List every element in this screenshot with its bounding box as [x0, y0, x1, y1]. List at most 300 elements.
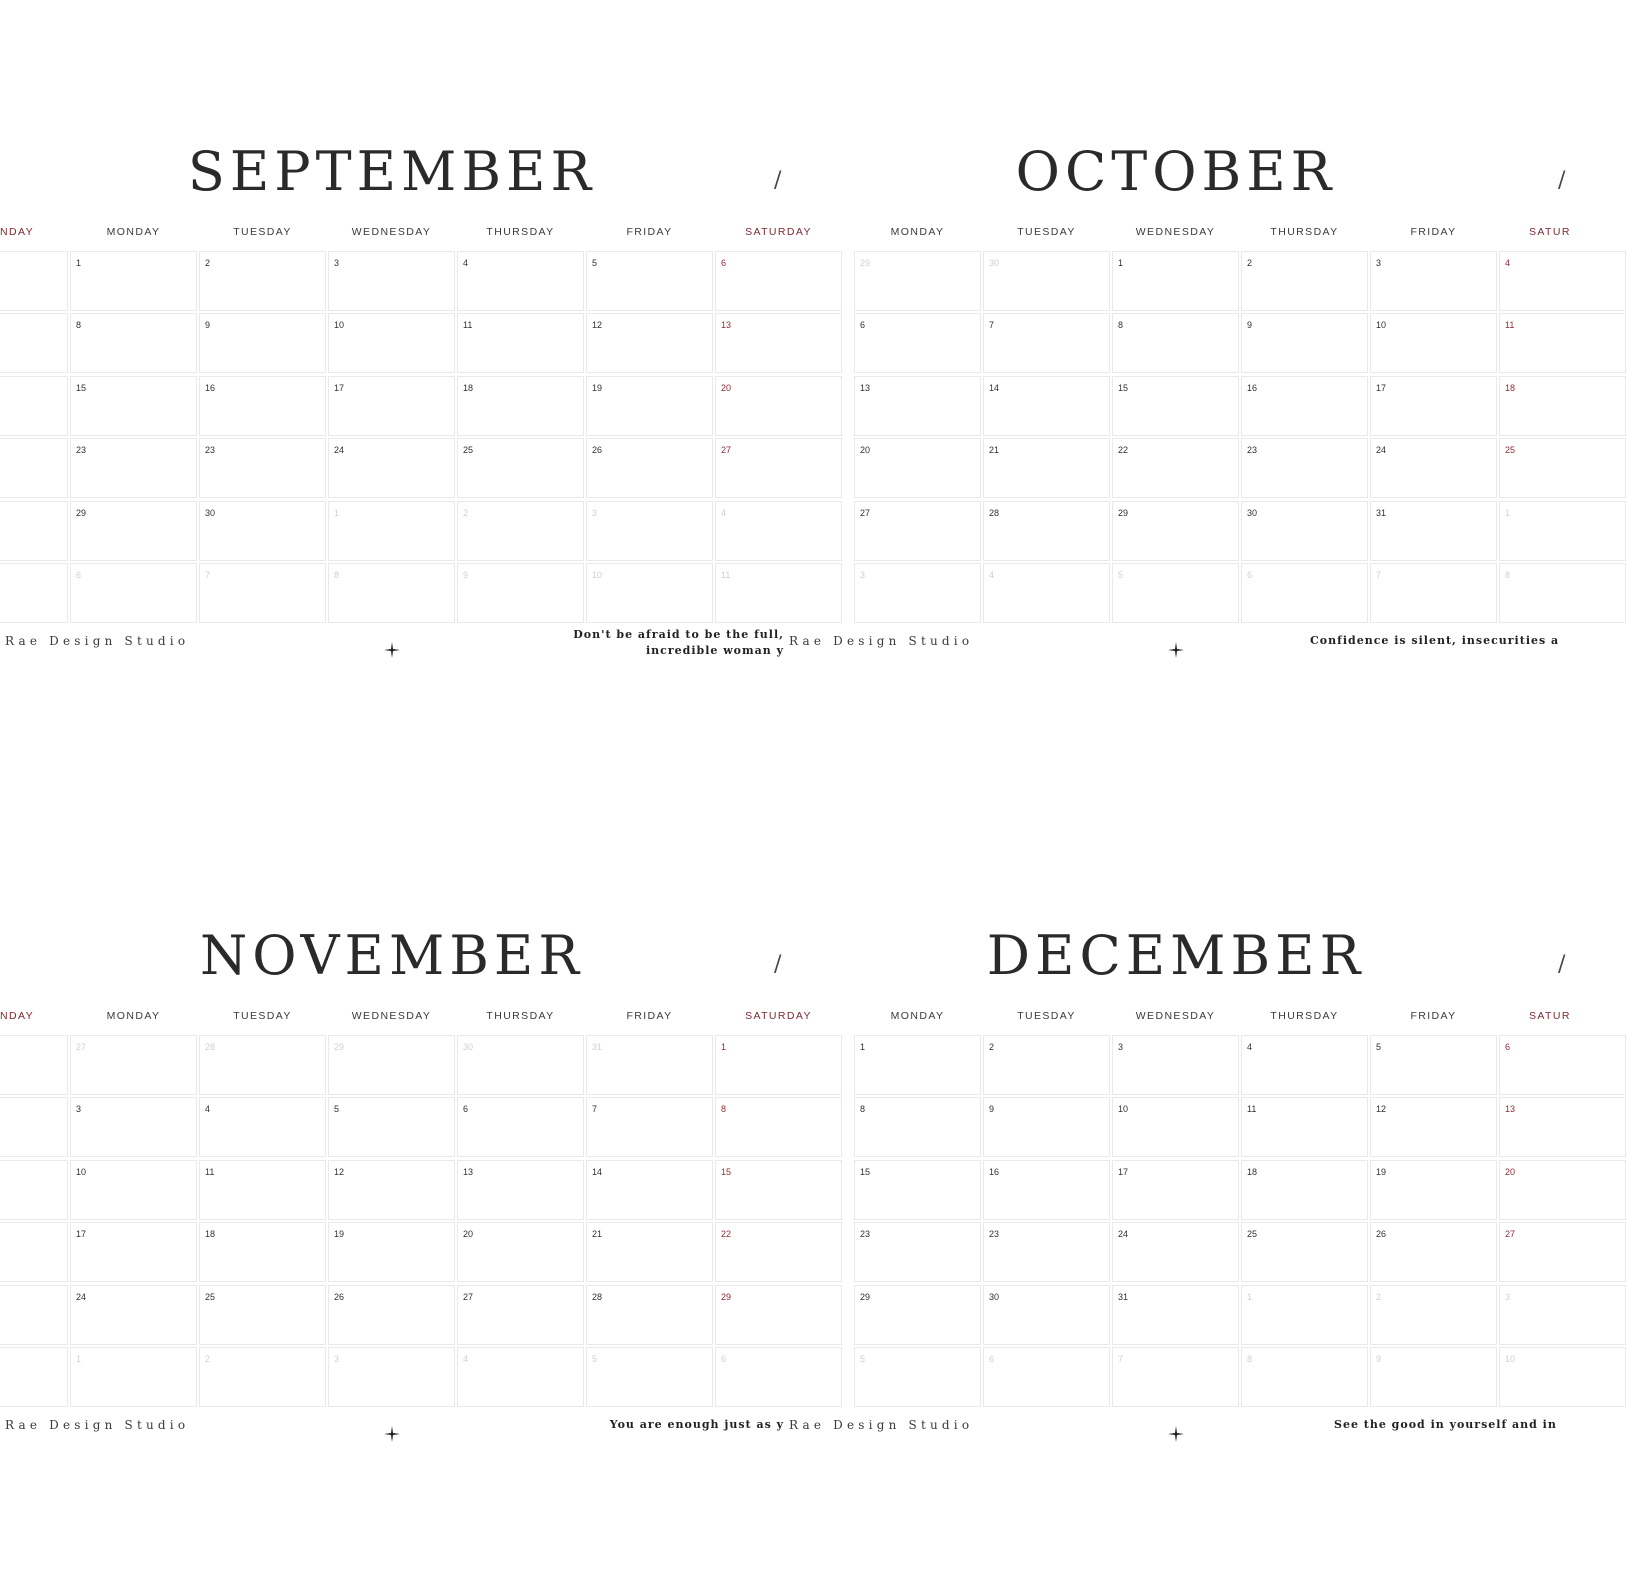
day-cell[interactable] — [586, 313, 713, 373]
day-number: 27 — [1505, 1229, 1516, 1240]
day-cell[interactable] — [1499, 1097, 1626, 1157]
day-number: 17 — [1118, 1166, 1129, 1177]
day-cell[interactable] — [1241, 1285, 1368, 1345]
day-number: 27 — [76, 1042, 87, 1052]
day-number: 21 — [989, 445, 1000, 456]
day-number: 12 — [334, 1166, 345, 1177]
day-cell[interactable] — [70, 1222, 197, 1282]
weekday-wednesday: WEDNESDAY — [1135, 1010, 1216, 1022]
day-number: 4 — [1247, 1042, 1253, 1052]
october-panel — [784, 0, 1588, 720]
day-number: 6 — [1247, 570, 1253, 580]
day-cell[interactable] — [1499, 501, 1626, 561]
day-cell[interactable] — [1499, 563, 1626, 623]
day-cell[interactable] — [854, 251, 981, 311]
day-number: 1 — [721, 1042, 727, 1052]
day-number: 19 — [334, 1229, 345, 1240]
title-slash: / — [774, 952, 782, 977]
weekday-header — [784, 226, 1588, 242]
day-cell[interactable] — [1370, 1160, 1497, 1220]
day-number: 1 — [1247, 1291, 1253, 1302]
day-number: 17 — [76, 1229, 87, 1240]
weekday-wednesday: WEDNESDAY — [351, 226, 432, 238]
title-slash: / — [774, 168, 782, 193]
day-cell[interactable] — [983, 1097, 1110, 1157]
day-number: 4 — [721, 507, 727, 518]
day-cell[interactable] — [1241, 1222, 1368, 1282]
day-cell[interactable] — [1241, 251, 1368, 311]
day-cell[interactable] — [586, 376, 713, 436]
day-number: 29 — [721, 1291, 732, 1302]
day-number: 22 — [721, 1229, 732, 1240]
day-number: 5 — [860, 1354, 866, 1364]
day-number: 10 — [1505, 1354, 1516, 1364]
day-cell[interactable] — [1241, 563, 1368, 623]
day-cell[interactable] — [1241, 438, 1368, 498]
day-number: 2 — [1376, 1291, 1382, 1302]
day-cell[interactable] — [70, 251, 197, 311]
weekday-sunday: NDAY — [0, 1010, 34, 1022]
day-cell[interactable] — [328, 1222, 455, 1282]
day-cell[interactable] — [199, 1222, 326, 1282]
day-cell[interactable] — [854, 313, 981, 373]
day-number: 25 — [463, 445, 474, 456]
day-cell[interactable] — [0, 501, 68, 561]
day-number: 3 — [860, 570, 866, 580]
day-number: 14 — [989, 382, 1000, 393]
day-cell[interactable] — [1370, 313, 1497, 373]
day-number: 4 — [463, 1354, 469, 1364]
day-cell[interactable] — [1112, 1347, 1239, 1407]
day-number: 3 — [1505, 1291, 1511, 1302]
day-number: 29 — [1118, 507, 1129, 518]
day-cell[interactable] — [854, 1222, 981, 1282]
day-cell[interactable] — [0, 251, 68, 311]
day-cell[interactable] — [1370, 501, 1497, 561]
day-cell[interactable] — [854, 376, 981, 436]
weekday-friday: FRIDAY — [626, 226, 673, 238]
day-number: 25 — [1505, 445, 1516, 456]
day-cell[interactable] — [70, 501, 197, 561]
weekday-saturday: SATURDAY — [745, 1010, 812, 1022]
day-number: 3 — [334, 1354, 340, 1364]
day-cell[interactable] — [1241, 1347, 1368, 1407]
day-cell[interactable] — [1370, 1035, 1497, 1095]
day-cell[interactable] — [1112, 438, 1239, 498]
day-cell[interactable] — [70, 1097, 197, 1157]
day-cell[interactable] — [586, 251, 713, 311]
day-number: 9 — [1247, 320, 1253, 331]
day-number: 25 — [205, 1291, 216, 1302]
day-cell[interactable] — [983, 563, 1110, 623]
day-number: 30 — [205, 507, 216, 518]
day-cell[interactable] — [854, 1160, 981, 1220]
day-number: 15 — [1118, 382, 1129, 393]
day-number: 6 — [721, 1354, 727, 1364]
day-cell[interactable] — [586, 1347, 713, 1407]
day-cell[interactable] — [0, 1035, 68, 1095]
day-cell[interactable] — [586, 1035, 713, 1095]
day-cell[interactable] — [457, 1222, 584, 1282]
day-number: 30 — [463, 1042, 474, 1052]
day-cell[interactable] — [199, 251, 326, 311]
day-number: 2 — [1247, 258, 1253, 268]
weekday-tuesday: TUESDAY — [233, 226, 292, 238]
day-number: 5 — [592, 1354, 598, 1364]
day-cell[interactable] — [0, 1222, 68, 1282]
day-cell[interactable] — [1241, 313, 1368, 373]
day-cell[interactable] — [457, 313, 584, 373]
day-number: 10 — [592, 570, 603, 580]
day-number: 30 — [989, 1291, 1000, 1302]
day-number: 27 — [721, 445, 732, 456]
day-cell[interactable] — [983, 1347, 1110, 1407]
day-number: 10 — [1118, 1104, 1129, 1115]
day-number: 6 — [989, 1354, 995, 1364]
day-number: 7 — [1118, 1354, 1124, 1364]
day-cell[interactable] — [70, 1347, 197, 1407]
day-cell[interactable] — [586, 1222, 713, 1282]
day-number: 13 — [463, 1166, 474, 1177]
day-number: 18 — [1247, 1166, 1258, 1177]
day-number: 5 — [1118, 570, 1124, 580]
day-number: 1 — [76, 1354, 82, 1364]
day-cell[interactable] — [457, 1160, 584, 1220]
day-number: 18 — [205, 1229, 216, 1240]
day-number: 18 — [463, 382, 474, 393]
day-cell[interactable] — [328, 501, 455, 561]
weekday-tuesday: TUESDAY — [233, 1010, 292, 1022]
day-number: 1 — [860, 1042, 866, 1052]
weekday-thursday: THURSDAY — [1270, 226, 1339, 238]
day-cell[interactable] — [328, 563, 455, 623]
day-cell[interactable] — [328, 376, 455, 436]
sparkle-icon — [1168, 1426, 1184, 1442]
day-cell[interactable] — [70, 563, 197, 623]
weekday-sunday: NDAY — [0, 226, 34, 238]
day-cell[interactable] — [457, 438, 584, 498]
day-cell[interactable] — [199, 313, 326, 373]
day-cell[interactable] — [1499, 1347, 1626, 1407]
weekday-friday: FRIDAY — [1410, 1010, 1457, 1022]
day-number: 10 — [1376, 320, 1387, 331]
day-number: 11 — [1247, 1104, 1257, 1115]
day-cell[interactable] — [983, 1222, 1110, 1282]
november-panel — [0, 784, 812, 1504]
weekday-friday: FRIDAY — [626, 1010, 673, 1022]
day-number: 23 — [1247, 445, 1258, 456]
day-number: 8 — [1118, 320, 1124, 331]
day-number: 20 — [721, 382, 732, 393]
day-cell[interactable] — [983, 501, 1110, 561]
day-cell[interactable] — [586, 1285, 713, 1345]
day-cell[interactable] — [1370, 251, 1497, 311]
day-cell[interactable] — [199, 1347, 326, 1407]
day-cell[interactable] — [1112, 1222, 1239, 1282]
day-cell[interactable] — [983, 313, 1110, 373]
day-cell[interactable] — [1499, 1035, 1626, 1095]
day-cell[interactable] — [328, 313, 455, 373]
day-cell[interactable] — [457, 1097, 584, 1157]
day-cell[interactable] — [0, 376, 68, 436]
september-grid — [0, 251, 784, 624]
day-cell[interactable] — [328, 1347, 455, 1407]
day-cell[interactable] — [854, 501, 981, 561]
day-cell[interactable] — [854, 563, 981, 623]
day-number: 25 — [1247, 1229, 1258, 1240]
day-cell[interactable] — [1499, 1160, 1626, 1220]
day-cell[interactable] — [328, 1285, 455, 1345]
day-cell[interactable] — [70, 376, 197, 436]
day-cell[interactable] — [1499, 438, 1626, 498]
day-cell[interactable] — [328, 1035, 455, 1095]
day-cell[interactable] — [70, 1285, 197, 1345]
october-title: OCTOBER — [1015, 140, 1337, 203]
day-number: 9 — [1376, 1354, 1382, 1364]
day-number: 11 — [1505, 320, 1515, 331]
day-number: 9 — [463, 570, 469, 580]
day-cell[interactable] — [1241, 1097, 1368, 1157]
day-number: 4 — [205, 1104, 211, 1115]
day-number: 29 — [860, 1291, 871, 1302]
day-number: 15 — [860, 1166, 871, 1177]
december-panel — [784, 784, 1588, 1504]
day-number: 21 — [592, 1229, 603, 1240]
day-number: 8 — [334, 570, 340, 580]
day-cell[interactable] — [983, 251, 1110, 311]
day-number: 7 — [592, 1104, 598, 1115]
day-number: 30 — [1247, 507, 1258, 518]
weekday-header — [0, 1010, 812, 1026]
day-cell[interactable] — [586, 438, 713, 498]
day-cell[interactable] — [328, 438, 455, 498]
day-cell[interactable] — [0, 1347, 68, 1407]
day-cell[interactable] — [457, 376, 584, 436]
day-number: 1 — [1118, 258, 1124, 268]
october-grid — [784, 251, 1588, 624]
day-number: 26 — [1376, 1229, 1387, 1240]
day-cell[interactable] — [199, 1160, 326, 1220]
day-number: 6 — [860, 320, 866, 331]
day-cell[interactable] — [0, 1285, 68, 1345]
weekday-header — [784, 1010, 1588, 1026]
weekday-thursday: THURSDAY — [1270, 1010, 1339, 1022]
title-slash: / — [1558, 952, 1566, 977]
day-cell[interactable] — [328, 1160, 455, 1220]
day-cell[interactable] — [0, 1160, 68, 1220]
day-cell[interactable] — [1499, 313, 1626, 373]
day-number: 31 — [1118, 1291, 1129, 1302]
day-cell[interactable] — [199, 501, 326, 561]
day-number: 27 — [860, 507, 871, 518]
day-number: 19 — [1376, 1166, 1387, 1177]
day-cell[interactable] — [199, 376, 326, 436]
day-cell[interactable] — [199, 1035, 326, 1095]
day-number: 9 — [205, 320, 211, 331]
day-cell[interactable] — [70, 313, 197, 373]
day-cell[interactable] — [199, 1285, 326, 1345]
day-number: 28 — [592, 1291, 603, 1302]
day-cell[interactable] — [0, 1097, 68, 1157]
weekday-thursday: THURSDAY — [486, 1010, 555, 1022]
day-cell[interactable] — [199, 1097, 326, 1157]
day-number: 13 — [1505, 1104, 1516, 1115]
day-number: 29 — [76, 507, 87, 518]
day-cell[interactable] — [199, 563, 326, 623]
day-cell[interactable] — [854, 1347, 981, 1407]
day-number: 3 — [1376, 258, 1382, 268]
day-cell[interactable] — [1370, 1097, 1497, 1157]
day-number: 7 — [205, 570, 211, 580]
day-number: 28 — [205, 1042, 216, 1052]
day-cell[interactable] — [457, 563, 584, 623]
september-panel — [0, 0, 812, 720]
day-number: 8 — [1247, 1354, 1253, 1364]
day-cell[interactable] — [70, 438, 197, 498]
day-cell[interactable] — [1370, 563, 1497, 623]
day-number: 11 — [205, 1166, 215, 1177]
weekday-thursday: THURSDAY — [486, 226, 555, 238]
day-number: 31 — [592, 1042, 603, 1052]
day-cell[interactable] — [854, 1097, 981, 1157]
day-number: 6 — [76, 570, 82, 580]
day-number: 8 — [76, 320, 82, 331]
day-number: 26 — [592, 445, 603, 456]
weekday-tuesday: TUESDAY — [1017, 1010, 1076, 1022]
day-number: 2 — [205, 258, 211, 268]
day-cell[interactable] — [1370, 438, 1497, 498]
day-cell[interactable] — [1499, 251, 1626, 311]
day-number: 29 — [334, 1042, 345, 1052]
day-cell[interactable] — [1112, 376, 1239, 436]
day-cell[interactable] — [1112, 501, 1239, 561]
day-cell[interactable] — [586, 563, 713, 623]
weekday-tuesday: TUESDAY — [1017, 226, 1076, 238]
day-number: 5 — [1376, 1042, 1382, 1052]
day-cell[interactable] — [983, 1160, 1110, 1220]
day-cell[interactable] — [328, 251, 455, 311]
november-grid — [0, 1035, 784, 1408]
day-cell[interactable] — [983, 376, 1110, 436]
day-cell[interactable] — [1370, 376, 1497, 436]
day-cell[interactable] — [199, 438, 326, 498]
day-cell[interactable] — [586, 1097, 713, 1157]
day-number: 4 — [463, 258, 469, 268]
day-number: 23 — [76, 445, 87, 456]
day-number: 24 — [334, 445, 345, 456]
day-number: 6 — [721, 258, 727, 268]
weekday-saturday: SATUR — [1529, 226, 1571, 238]
day-number: 3 — [592, 507, 598, 518]
day-cell[interactable] — [1112, 1097, 1239, 1157]
day-number: 11 — [463, 320, 473, 331]
day-number: 27 — [463, 1291, 474, 1302]
day-number: 13 — [860, 382, 871, 393]
day-number: 8 — [860, 1104, 866, 1115]
day-number: 30 — [989, 258, 1000, 268]
day-cell[interactable] — [854, 438, 981, 498]
day-number: 28 — [989, 507, 1000, 518]
day-cell[interactable] — [983, 1035, 1110, 1095]
day-cell[interactable] — [854, 1035, 981, 1095]
day-cell[interactable] — [457, 1285, 584, 1345]
day-cell[interactable] — [1112, 313, 1239, 373]
day-cell[interactable] — [1499, 1222, 1626, 1282]
weekday-friday: FRIDAY — [1410, 226, 1457, 238]
day-number: 8 — [721, 1104, 727, 1115]
day-number: 16 — [1247, 382, 1258, 393]
day-cell[interactable] — [457, 1347, 584, 1407]
day-cell[interactable] — [854, 1285, 981, 1345]
day-number: 16 — [205, 382, 216, 393]
day-number: 15 — [76, 382, 87, 393]
day-number: 17 — [334, 382, 345, 393]
day-number: 23 — [989, 1229, 1000, 1240]
day-cell[interactable] — [586, 1160, 713, 1220]
day-number: 20 — [860, 445, 871, 456]
day-cell[interactable] — [0, 563, 68, 623]
day-number: 13 — [721, 320, 732, 331]
day-number: 2 — [463, 507, 469, 518]
day-cell[interactable] — [0, 313, 68, 373]
brand-footer: Rae Design Studio — [789, 1418, 974, 1432]
day-cell[interactable] — [1112, 563, 1239, 623]
day-number: 6 — [463, 1104, 469, 1115]
day-number: 26 — [334, 1291, 345, 1302]
day-number: 14 — [592, 1166, 603, 1177]
day-cell[interactable] — [1112, 1160, 1239, 1220]
day-cell[interactable] — [1241, 1035, 1368, 1095]
day-cell[interactable] — [328, 1097, 455, 1157]
day-cell[interactable] — [1370, 1285, 1497, 1345]
day-cell[interactable] — [457, 501, 584, 561]
day-cell[interactable] — [1370, 1347, 1497, 1407]
september-title: SEPTEMBER — [187, 140, 597, 203]
day-cell[interactable] — [1241, 376, 1368, 436]
brand-footer: Rae Design Studio — [789, 634, 974, 648]
day-cell[interactable] — [1112, 251, 1239, 311]
day-cell[interactable] — [0, 438, 68, 498]
day-cell[interactable] — [1499, 1285, 1626, 1345]
weekday-header — [0, 226, 812, 242]
weekday-wednesday: WEDNESDAY — [1135, 226, 1216, 238]
day-cell[interactable] — [457, 1035, 584, 1095]
day-cell[interactable] — [70, 1035, 197, 1095]
day-cell[interactable] — [1499, 376, 1626, 436]
day-cell[interactable] — [1241, 1160, 1368, 1220]
day-number: 12 — [1376, 1104, 1387, 1115]
day-cell[interactable] — [586, 501, 713, 561]
november-title: NOVEMBER — [199, 924, 585, 987]
day-cell[interactable] — [457, 251, 584, 311]
weekday-saturday: SATUR — [1529, 1010, 1571, 1022]
day-cell[interactable] — [1112, 1035, 1239, 1095]
sparkle-icon — [384, 1426, 400, 1442]
day-number: 5 — [334, 1104, 340, 1115]
title-slash: / — [1558, 168, 1566, 193]
day-cell[interactable] — [1370, 1222, 1497, 1282]
day-cell[interactable] — [1112, 1285, 1239, 1345]
day-cell[interactable] — [1241, 501, 1368, 561]
day-cell[interactable] — [983, 438, 1110, 498]
weekday-monday: MONDAY — [890, 1010, 945, 1022]
day-number: 4 — [1505, 258, 1511, 268]
day-number: 20 — [1505, 1166, 1516, 1177]
day-cell[interactable] — [983, 1285, 1110, 1345]
day-cell[interactable] — [70, 1160, 197, 1220]
day-number: 4 — [989, 570, 995, 580]
weekday-monday: MONDAY — [106, 226, 161, 238]
